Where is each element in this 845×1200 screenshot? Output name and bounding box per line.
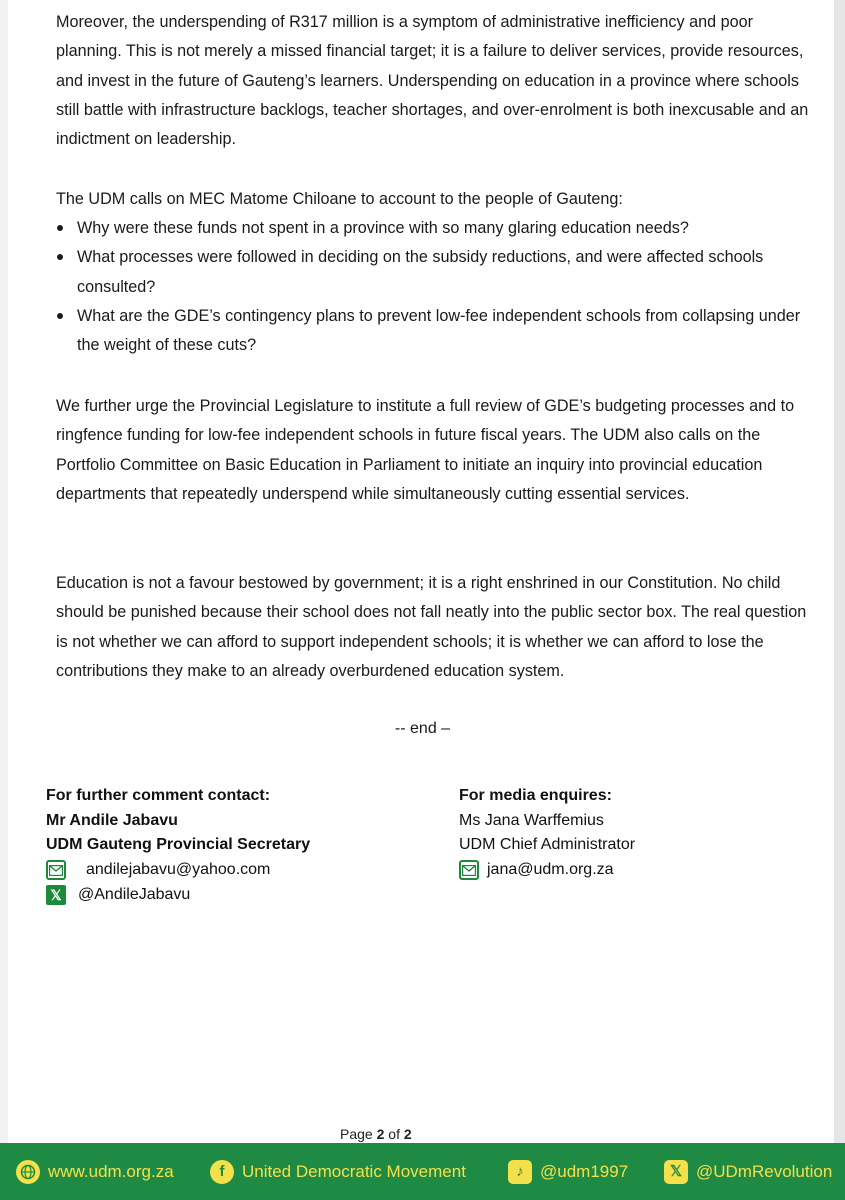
- footer-website[interactable]: [16, 1159, 174, 1185]
- question-list: [56, 214, 816, 360]
- contact-email-row: [46, 858, 310, 883]
- facebook-icon: f: [210, 1160, 234, 1184]
- paragraph-call-on-mec: The UDM calls on MEC Matome Chiloane to account to the people of Gauteng:: [56, 190, 623, 208]
- page-edge: [834, 0, 845, 1143]
- list-item: Why were these funds not spent in a province with so many glaring education needs?: [56, 214, 816, 243]
- contact-left: [46, 784, 310, 908]
- paragraph-education-right: Education is not a favour bestowed by government; it is a right enshrined in our Constitution. No child should be punished because their school does not fall neatly into the public sector box. The real question is not whether we can afford to support independent schools; it is whether we can afford to lose the contributions they make to an already overburdened education system.: [56, 574, 807, 680]
- footer-website-text: www.udm.org.za: [48, 1162, 174, 1181]
- footer-bar: [0, 1143, 845, 1200]
- footer-tiktok-text: @udm1997: [540, 1162, 629, 1181]
- page-label: Page: [340, 1126, 373, 1142]
- contact-role: UDM Gauteng Provincial Secretary: [46, 836, 311, 853]
- page-of: of: [388, 1126, 400, 1142]
- email-icon: [459, 860, 479, 880]
- page-total: 2: [403, 1126, 412, 1142]
- end-mark: -- end –: [394, 720, 451, 737]
- contact-heading: For media enquires:: [459, 787, 612, 804]
- footer-facebook-text: United Democratic Movement: [242, 1162, 466, 1181]
- contact-heading: For further comment contact:: [46, 787, 271, 804]
- list-item: What processes were followed in deciding on the subsidy reductions, and were affected schools consulted?: [56, 243, 816, 302]
- contact-name: Mr Andile Jabavu: [46, 811, 178, 829]
- tiktok-icon: ♪: [508, 1160, 532, 1184]
- footer-x-text: @UDmRevolution: [696, 1162, 833, 1181]
- footer-facebook[interactable]: [210, 1159, 466, 1185]
- contact-x-handle-link[interactable]: @AndileJabavu: [78, 885, 191, 903]
- contact-name: Ms Jana Warffemius: [459, 811, 604, 829]
- page-current: 2: [376, 1126, 385, 1142]
- globe-icon: [16, 1160, 40, 1184]
- contact-right: [459, 784, 635, 883]
- footer-tiktok[interactable]: [508, 1159, 628, 1185]
- paragraph-underspending: Moreover, the underspending of R317 million is a symptom of administrative inefficiency and poor planning. This is not merely a missed financial target; it is a failure to deliver services, provide resources, and invest in the future of Gauteng’s learners. Underspending on education in a province where schools still battle with infrastructure backlogs, teacher shortages, and over-enrolment is both inexcusable and an indictment on leadership.: [56, 13, 809, 149]
- contact-email-link[interactable]: andilejabavu@yahoo.com: [86, 860, 271, 878]
- email-icon: [46, 860, 66, 880]
- contact-email-link[interactable]: jana@udm.org.za: [487, 860, 614, 878]
- paragraph-legislature: We further urge the Provincial Legislature to institute a full review of GDE’s budgeting processes and to ringfence funding for low-fee independent schools in future fiscal years. The UDM also calls on the Portfolio Committee on Basic Education in Parliament to initiate an inquiry into provincial education departments that repeatedly underspend while simultaneously cutting essential services.: [56, 397, 795, 503]
- contact-role: UDM Chief Administrator: [459, 836, 636, 853]
- contact-x-row: [46, 883, 310, 908]
- x-logo-icon: 𝕏: [664, 1160, 688, 1184]
- contact-email-row: [459, 858, 635, 883]
- page-number: [340, 1126, 412, 1142]
- footer-x[interactable]: [664, 1159, 832, 1185]
- list-item: What are the GDE’s contingency plans to prevent low-fee independent schools from collapsing under the weight of these cuts?: [56, 302, 816, 361]
- x-logo-icon: 𝕏: [46, 885, 66, 905]
